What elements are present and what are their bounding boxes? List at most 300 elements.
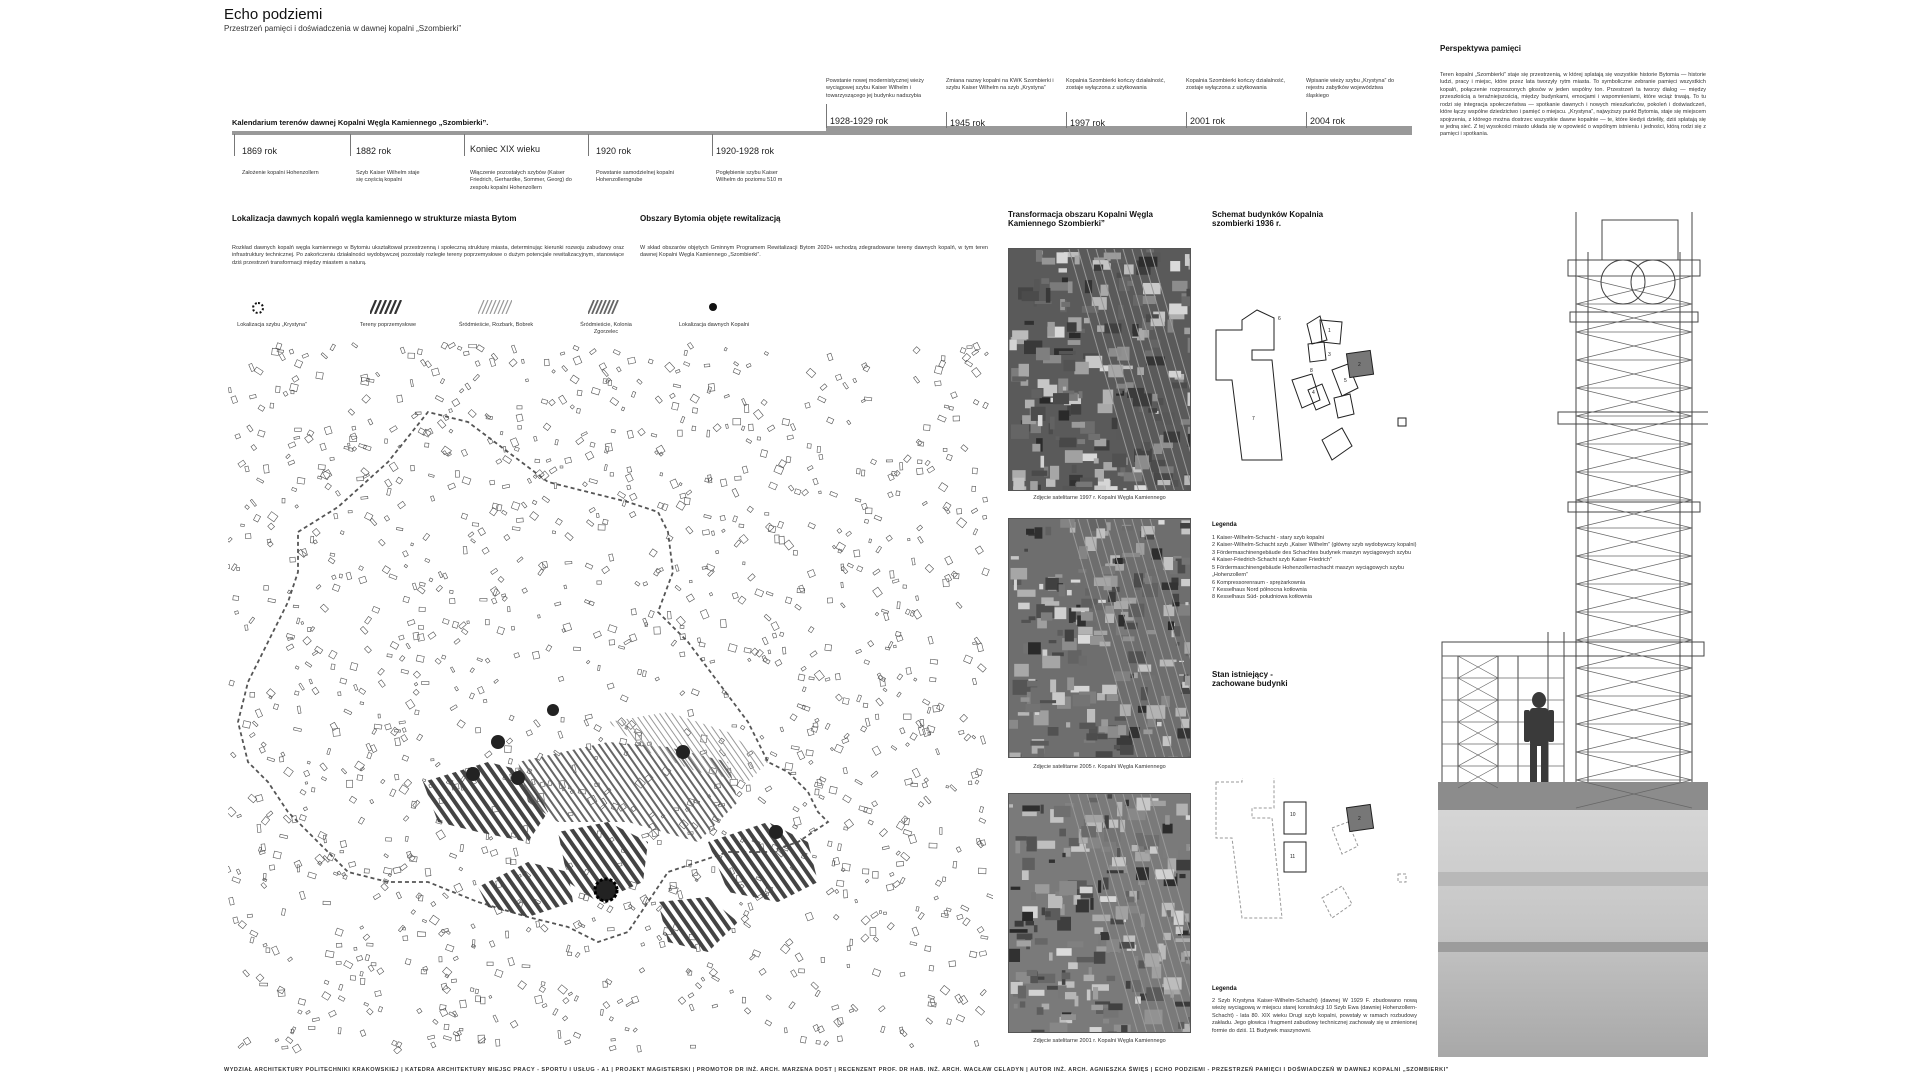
building-footprint (229, 897, 235, 905)
building-footprint (846, 531, 852, 536)
building-footprint (431, 368, 439, 376)
photo-texture (1176, 804, 1188, 816)
mine-location-dot (466, 767, 480, 781)
building-footprint (471, 539, 476, 543)
timeline-tick (1186, 112, 1187, 128)
photo-texture (1123, 636, 1135, 641)
building-footprint (257, 478, 264, 483)
building-footprint (340, 678, 347, 684)
building-footprint (892, 579, 899, 583)
building-number: 10 (1290, 812, 1296, 818)
photo-texture (1069, 838, 1080, 846)
building-footprint (508, 957, 515, 965)
miner-figure (1524, 692, 1554, 782)
building-footprint (830, 491, 838, 497)
building-footprint (933, 705, 940, 712)
building-footprint (352, 426, 356, 430)
building-footprint (370, 799, 374, 803)
building-footprint (329, 650, 338, 659)
building-footprint (511, 345, 516, 353)
photo-texture (1081, 612, 1093, 621)
building-footprint (897, 602, 900, 609)
building-footprint (724, 347, 727, 351)
building-footprint (709, 593, 712, 596)
building-footprint (812, 855, 816, 858)
photo-texture (1010, 929, 1028, 933)
building-footprint (795, 953, 803, 962)
building-footprint (607, 928, 614, 931)
photo-texture (1084, 622, 1095, 627)
photo-texture (1018, 712, 1029, 716)
building-footprint (874, 515, 882, 521)
photo-texture (1115, 717, 1127, 721)
building-footprint (596, 513, 599, 517)
photo-texture (1045, 911, 1051, 916)
mine-location-dot (769, 825, 783, 839)
building-footprint (352, 343, 358, 348)
building-footprint (389, 462, 398, 471)
building-footprint (323, 901, 330, 905)
building-footprint (827, 353, 833, 361)
building-footprint (944, 405, 949, 408)
building-footprint (462, 477, 471, 485)
building-footprint (440, 379, 444, 384)
building-footprint (692, 426, 696, 431)
photo-texture (1022, 858, 1035, 870)
building-footprint (461, 513, 467, 519)
legend-label: Tereny poprzemysłowe (359, 322, 417, 328)
building-footprint (857, 695, 862, 702)
building-footprint (654, 627, 661, 634)
building-footprint (688, 993, 694, 998)
building-footprint (897, 674, 903, 680)
building-footprint (431, 1042, 436, 1048)
building-footprint (359, 443, 367, 448)
building-footprint (554, 483, 556, 489)
mine-location-dot (491, 735, 505, 749)
building-footprint (431, 496, 435, 501)
building-footprint (855, 779, 863, 785)
building-footprint (243, 970, 250, 977)
timeline-lower-year: 1920-1928 rok (716, 146, 775, 156)
photo-texture (1090, 1027, 1102, 1033)
photo-texture (1188, 338, 1191, 353)
photo-texture (1107, 794, 1112, 798)
building-footprint (893, 645, 896, 648)
building-footprint (477, 658, 483, 662)
building-footprint (312, 528, 320, 536)
building-footprint (869, 539, 872, 543)
building-footprint (648, 359, 653, 364)
photo-texture (1084, 975, 1095, 981)
building-footprint (371, 963, 376, 966)
photo-texture (1109, 348, 1122, 356)
building-footprint (611, 429, 615, 433)
photo-texture (1178, 604, 1191, 616)
building-footprint (490, 587, 499, 597)
building-footprint (720, 515, 725, 520)
building-footprint (590, 349, 597, 355)
building-footprint (609, 1017, 613, 1021)
existing-title: Stan istniejący - zachowane budynki (1212, 670, 1288, 688)
photo-texture (1094, 486, 1106, 491)
building-footprint (707, 963, 713, 969)
building-footprint (532, 500, 537, 504)
building-footprint (453, 956, 458, 961)
building-footprint (835, 889, 839, 893)
building-footprint (680, 652, 685, 657)
building-footprint (245, 505, 250, 510)
building-footprint (863, 869, 869, 874)
building-footprint (746, 363, 751, 367)
building-footprint (689, 1004, 694, 1011)
building-footprint (433, 1019, 438, 1024)
photo-texture (1042, 258, 1055, 265)
building-footprint (449, 409, 453, 413)
building-footprint (609, 1045, 616, 1051)
building-footprint (489, 941, 495, 948)
building-footprint (228, 866, 231, 873)
building-footprint (467, 621, 469, 624)
building-footprint (704, 364, 710, 367)
building-footprint (985, 352, 989, 356)
building-footprint (757, 437, 760, 440)
building-footprint (233, 596, 239, 601)
building-number: 5 (1344, 378, 1347, 384)
building-footprint (677, 891, 683, 899)
building-footprint (710, 660, 715, 663)
building-footprint (303, 807, 307, 811)
photo-texture (1011, 568, 1028, 580)
building-footprint (292, 1044, 301, 1053)
building-footprint (470, 668, 474, 673)
building-footprint (585, 563, 593, 569)
building-footprint (772, 633, 776, 638)
building-footprint (332, 584, 340, 591)
photo-texture (1163, 557, 1173, 570)
building-footprint (887, 923, 894, 930)
building-footprint (799, 969, 805, 973)
timeline-tick (464, 134, 465, 156)
building-footprint (946, 454, 952, 460)
building-footprint (448, 483, 456, 490)
building-footprint (253, 514, 260, 522)
building-footprint (384, 516, 389, 522)
photo-texture (1181, 296, 1191, 306)
building-footprint (237, 567, 240, 570)
building-footprint (886, 884, 894, 891)
building-footprint (937, 703, 945, 711)
photo-texture (1056, 252, 1067, 263)
building-footprint (941, 356, 945, 361)
building-footprint (797, 751, 805, 760)
photo-texture (1078, 627, 1093, 635)
building-footprint (336, 961, 341, 964)
building-footprint (583, 482, 588, 487)
building-footprint (563, 998, 569, 1004)
building-footprint (842, 698, 849, 705)
building-footprint (603, 379, 607, 384)
building-footprint (280, 834, 288, 838)
building-footprint (808, 523, 815, 529)
building-footprint (238, 460, 246, 467)
photo-texture (1077, 439, 1085, 444)
building-footprint (541, 399, 548, 404)
building-footprint (259, 747, 265, 754)
building-footprint (541, 982, 545, 986)
building-footprint (258, 847, 261, 851)
building-footprint (707, 387, 711, 394)
building-footprint (604, 464, 607, 470)
building-footprint (229, 680, 234, 686)
building-footprint (624, 902, 632, 910)
building-footprint (328, 558, 335, 564)
building-footprint (510, 438, 519, 447)
building-footprint (268, 523, 275, 530)
photo-texture (1175, 708, 1185, 717)
building-footprint (471, 924, 475, 929)
photo-texture (1059, 351, 1076, 355)
building-footprint (726, 424, 729, 428)
photo-texture (1035, 527, 1043, 538)
building-footprint (518, 981, 527, 990)
building-footprint (387, 654, 392, 657)
building-footprint (384, 854, 389, 858)
building-footprint (702, 530, 709, 536)
building-footprint (445, 944, 454, 952)
building-footprint (631, 609, 636, 615)
building-footprint (362, 395, 371, 404)
building-footprint (861, 934, 869, 942)
photo-texture (1072, 465, 1077, 473)
photo-texture (1027, 970, 1037, 976)
photo-texture (1071, 580, 1080, 583)
building-footprint (558, 985, 568, 994)
photo-texture (1034, 279, 1040, 292)
building-footprint (794, 489, 801, 495)
building-footprint (876, 698, 884, 706)
photo-texture (1040, 700, 1056, 703)
photo-texture (1188, 392, 1191, 405)
building-footprint (752, 950, 760, 957)
building-footprint (535, 995, 543, 1004)
building-footprint (452, 621, 458, 628)
building-footprint (423, 533, 430, 540)
building-number: 11 (1290, 854, 1296, 860)
building-footprint (394, 1046, 402, 1054)
building-footprint (687, 342, 693, 349)
building-footprint (269, 696, 272, 699)
building-footprint (399, 656, 404, 662)
medium-hatch-icon (588, 300, 622, 314)
building-footprint (290, 557, 296, 562)
building-footprint (417, 349, 422, 355)
photo-texture (1054, 806, 1071, 817)
building-footprint (916, 720, 923, 728)
building-footprint (247, 425, 253, 432)
building-footprint (916, 596, 919, 601)
photo-texture (1134, 485, 1146, 490)
building-footprint (419, 582, 425, 586)
building-footprint (459, 622, 467, 629)
photo-texture (1182, 558, 1191, 565)
building-footprint (610, 473, 614, 476)
timeline-upper-year: 1945 rok (950, 118, 986, 128)
photo-texture (1186, 815, 1190, 820)
building-footprint (964, 734, 971, 741)
building-footprint (925, 460, 930, 466)
photo-texture (1025, 704, 1040, 712)
building-footprint (291, 1029, 294, 1033)
building-footprint (260, 983, 268, 986)
building-footprint (419, 607, 425, 611)
building-footprint (394, 730, 400, 733)
building-footprint (973, 529, 978, 535)
building-footprint (947, 1019, 952, 1025)
building-footprint (502, 484, 509, 488)
building-footprint (423, 966, 428, 971)
building-footprint (428, 632, 436, 640)
building-footprint (619, 646, 625, 650)
building-footprint (349, 796, 356, 803)
perspective-title: Perspektywa pamięci (1440, 44, 1521, 53)
building-footprint (316, 585, 321, 590)
photo-texture (1045, 601, 1059, 606)
building-footprint (905, 778, 913, 785)
building-footprint (349, 861, 356, 867)
header (224, 6, 461, 33)
building-footprint (741, 915, 749, 922)
photo-texture (1121, 1025, 1127, 1033)
building-footprint (722, 690, 726, 694)
building-footprint (315, 646, 323, 654)
building-footprint (536, 921, 540, 927)
building-footprint (851, 1004, 858, 1011)
building-footprint (490, 480, 495, 485)
building-footprint (589, 601, 594, 606)
building-footprint (766, 995, 771, 1000)
building-footprint (847, 563, 853, 568)
building-footprint (360, 702, 364, 705)
timeline-tick (1306, 112, 1307, 128)
photo-texture (1037, 977, 1044, 980)
building-footprint (768, 650, 771, 654)
building-footprint (411, 413, 418, 419)
photo-texture (1030, 741, 1048, 746)
building-footprint (881, 609, 888, 613)
photo-texture (1094, 952, 1106, 964)
building-footprint (476, 996, 481, 1002)
building-footprint (491, 353, 498, 360)
building-footprint (743, 562, 745, 565)
building-footprint (599, 363, 606, 370)
building-footprint (980, 736, 985, 744)
photo-texture (1055, 574, 1062, 578)
building-footprint (313, 540, 317, 544)
building-number: 8 (1310, 368, 1313, 374)
photo-texture (1141, 675, 1155, 680)
building-footprint (261, 883, 267, 889)
building-footprint (910, 733, 917, 741)
building-footprint (979, 806, 983, 812)
building-footprint (607, 906, 613, 913)
building-footprint (350, 663, 358, 671)
building-footprint (975, 780, 979, 784)
building-footprint (660, 473, 663, 476)
building-footprint (981, 936, 988, 940)
building-footprint (476, 728, 481, 733)
transformation-title: Transformacja obszaru Kopalni Węgla Kamiennego Szombierki” (1008, 210, 1153, 228)
photo-texture (1076, 899, 1089, 912)
legend-entry: 5 Fördermaschinengebäude Hohenzollernschacht maszyn wyciągowych szybu „Hohenzollern” (1212, 564, 1404, 579)
building-footprint (690, 1045, 695, 1048)
building-footprint (232, 877, 241, 883)
building-footprint (301, 549, 307, 557)
building-footprint (340, 840, 346, 847)
building-footprint (298, 1010, 302, 1014)
building-footprint (542, 496, 550, 503)
building-footprint (525, 379, 528, 382)
building-footprint (463, 546, 467, 554)
building-footprint (934, 896, 938, 900)
light-hatch-icon (478, 300, 512, 314)
building-footprint (397, 395, 403, 402)
building-footprint (335, 928, 343, 936)
building-footprint (870, 928, 876, 936)
photo-texture (1061, 1014, 1076, 1020)
building-footprint (837, 844, 841, 851)
building-footprint (790, 424, 795, 431)
building-footprint (585, 714, 592, 719)
building-footprint (338, 1028, 341, 1034)
building-footprint (480, 598, 487, 601)
building-footprint (759, 968, 766, 975)
building-footprint (489, 837, 493, 840)
photo-texture (1107, 694, 1118, 701)
building-footprint (534, 436, 538, 441)
building-footprint (944, 910, 948, 916)
building-footprint (671, 640, 677, 646)
building-footprint (258, 405, 265, 411)
building-footprint (281, 909, 285, 916)
photo-texture (1026, 529, 1034, 535)
building-footprint (785, 597, 792, 604)
building-footprint (819, 795, 824, 800)
building-footprint (978, 664, 987, 673)
perspective-body: Teren kopalni „Szombierki” staje się przestrzenią, w której splatają się wszystkie historie Bytomia — historie ludzi, pracy i miejsc, które przez lata tworzyły rytm miasta. To symboliczne zebranie pamięci wszystkich kopalń, połączenie rozproszonych głosów w jeden wspólny ton. Przestrzeń ta tworzy dialog — między przeszłością a teraźniejszością, między budynkami, emocjami i wspomnieniami, które wciąż trwają. To tu rodzi się integracja społeczeństwa — spotkanie dawnych i nowych mieszkańców, pokoleń i doświadczeń, które łączy wspólne dziedzictwo i pamięć o miejscu. „Krystyna”, najwyższy punkt Bytomia, staje się miejscem spojrzenia, z którego można dostrzec wszystkie dawne kopalnie — te, które kiedyś dzieliły, dziś splatają się w jedną sieć. Z tej wysokości miasto układa się w opowieść o wspólnym istnieniu i jedności, którą rodzi się z pamięci i spotkania. (1440, 72, 1706, 138)
building-footprint (819, 777, 826, 782)
building-footprint (973, 399, 979, 404)
revitalization-area-dense (658, 897, 738, 952)
photo-texture (1179, 874, 1185, 878)
building-footprint (873, 871, 879, 878)
building-footprint (360, 978, 365, 984)
building-footprint (266, 811, 273, 817)
building-footprint (740, 725, 745, 730)
photo-texture (1112, 454, 1126, 468)
photo-texture (1087, 709, 1095, 723)
building-footprint (249, 617, 255, 623)
building-footprint (924, 778, 928, 782)
building-footprint (311, 788, 315, 792)
building-footprint (642, 833, 649, 838)
photo-texture (1028, 642, 1041, 654)
building-footprint (575, 952, 580, 957)
building-footprint (643, 582, 648, 586)
building-footprint (711, 531, 714, 536)
building-footprint (476, 345, 484, 352)
building-footprint (972, 368, 982, 378)
